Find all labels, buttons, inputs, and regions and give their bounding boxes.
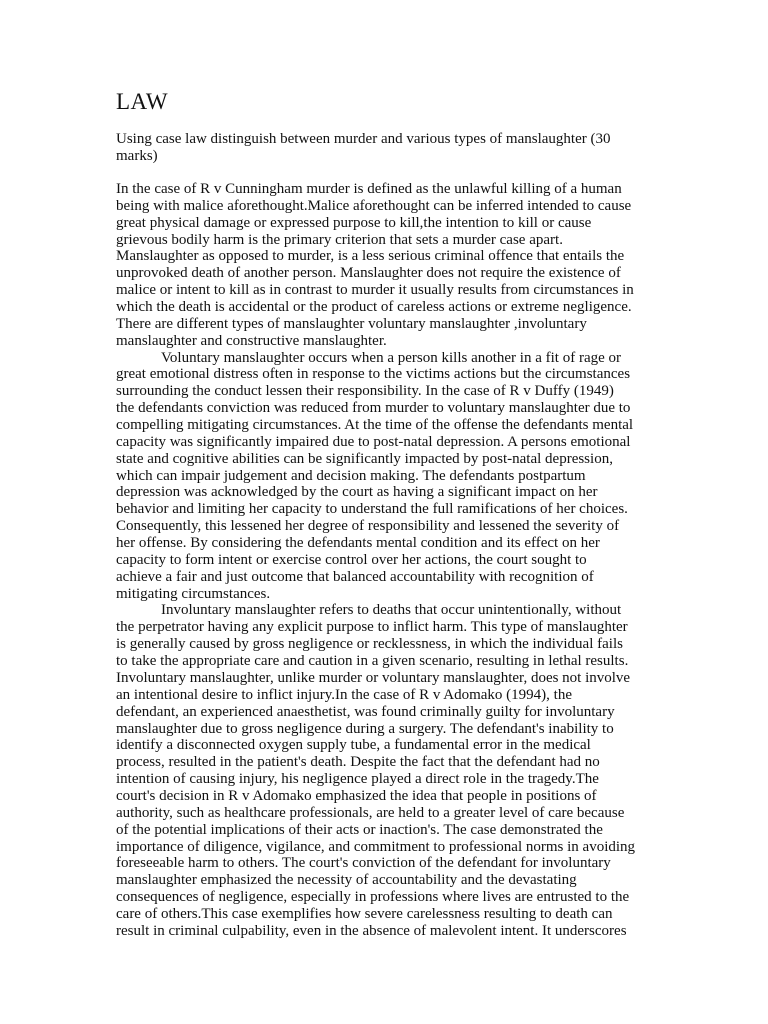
paragraph-line: which the death is accidental or the product of careless actions or extreme negligence. [116,299,632,316]
paragraph-line: an intentional desire to inflict injury.In the case of R v Adomako (1994), the [116,686,572,703]
paragraph-line: to take the appropriate care and caution in a given scenario, resulting in lethal results. [116,653,629,670]
paragraph-line: importance of diligence, vigilance, and commitment to professional norms in avoiding [116,838,636,855]
paragraph-line: court's decision in R v Adomako emphasized the idea that people in positions of [116,787,597,804]
paragraph-line: intention of causing injury, his negligence played a direct role in the tragedy.The [116,771,599,788]
paragraph-line: of the potential implications of their acts or inaction's. The case demonstrated the [116,821,603,838]
paragraph-line: capacity was significantly impaired due to post-natal depression. A persons emotional [116,433,631,450]
paragraph-line: There are different types of manslaughter voluntary manslaughter ,involuntary [116,315,587,332]
paragraph-line: mitigating circumstances. [116,585,271,602]
paragraph-line: unprovoked death of another person. Manslaughter does not require the existence of [116,265,621,282]
paragraph [116,181,648,350]
paragraph-line: surrounding the conduct lessen their responsibility. In the case of R v Duffy (1949) [116,383,614,400]
paragraph-line: behavior and limiting her capacity to understand the full ramifications of her choices. [116,501,628,518]
paragraph-line: malice or intent to kill as in contrast to murder it usually results from circumstances in [116,282,634,299]
paragraph-line: the defendants conviction was reduced from murder to voluntary manslaughter due to [116,400,631,417]
paragraph-line: manslaughter emphasized the necessity of accountability and the devastating [116,872,577,889]
paragraph-line: authority, such as healthcare professionals, are held to a greater level of care because [116,804,625,821]
paragraph-line: Involuntary manslaughter, unlike murder or voluntary manslaughter, does not involve [116,669,631,686]
paragraph-line: the perpetrator having any explicit purpose to inflict harm. This type of manslaughter [116,619,628,636]
paragraph-line: consequences of negligence, especially in professions where lives are entrusted to the [116,889,630,906]
essay-question: Using case law distinguish between murder and various types of manslaughter (30 marks) [116,131,611,164]
paragraph-line: great physical damage or expressed purpose to kill,the intention to kill or cause [116,214,592,231]
paragraph-line: Involuntary manslaughter refers to deaths that occur unintentionally, without [161,602,622,619]
paragraph-line: Manslaughter as opposed to murder, is a less serious criminal offence that entails the [116,248,625,265]
paragraph-line: achieve a fair and just outcome that balanced accountability with recognition of [116,568,594,585]
paragraph-line: compelling mitigating circumstances. At the time of the offense the defendants mental [116,417,634,434]
paragraph-line: being with malice aforethought.Malice aforethought can be inferred intended to cause [116,197,632,214]
paragraph-line: great emotional distress often in response to the victims actions but the circumstances [116,366,631,383]
paragraph-line: is generally caused by gross negligence or recklessness, in which the individual fails [116,636,623,653]
paragraph-line: depression was acknowledged by the court as having a significant impact on her [116,484,598,501]
paragraph [116,350,648,603]
document-title: LAW [116,89,169,114]
paragraph-line: process, resulted in the patient's death. Despite the fact that the defendant had no [116,754,600,771]
paragraph-line: result in criminal culpability, even in the absence of malevolent intent. It underscores [116,922,627,939]
paragraph-line: grievous bodily harm is the primary criterion that sets a murder case apart. [116,231,563,248]
essay-body [116,181,648,940]
paragraph-line: Consequently, this lessened her degree of responsibility and lessened the severity of [116,518,620,535]
paragraph-line: capacity to form intent or exercise control over her actions, the court sought to [116,551,587,568]
paragraph-line: identify a disconnected oxygen supply tube, a fundamental error in the medical [116,737,591,754]
paragraph-line: defendant, an experienced anaesthetist, was found criminally guilty for involuntary [116,703,615,720]
paragraph-line: her offense. By considering the defendants mental condition and its effect on her [116,535,600,552]
paragraph-line: foreseeable harm to others. The court's conviction of the defendant for involuntary [116,855,611,872]
paragraph-line: Voluntary manslaughter occurs when a person kills another in a fit of rage or [161,349,622,366]
paragraph-line: which can impair judgement and decision making. The defendants postpartum [116,467,586,484]
paragraph-line: care of others.This case exemplifies how severe carelessness resulting to death can [116,905,613,922]
paragraph-line: manslaughter due to gross negligence during a surgery. The defendant's inability to [116,720,614,737]
paragraph-line: state and cognitive abilities can be significantly impacted by post-natal depression, [116,450,613,467]
paragraph [116,602,648,939]
paragraph-line: manslaughter and constructive manslaughter. [116,332,387,349]
paragraph-line: In the case of R v Cunningham murder is defined as the unlawful killing of a human [116,181,622,197]
